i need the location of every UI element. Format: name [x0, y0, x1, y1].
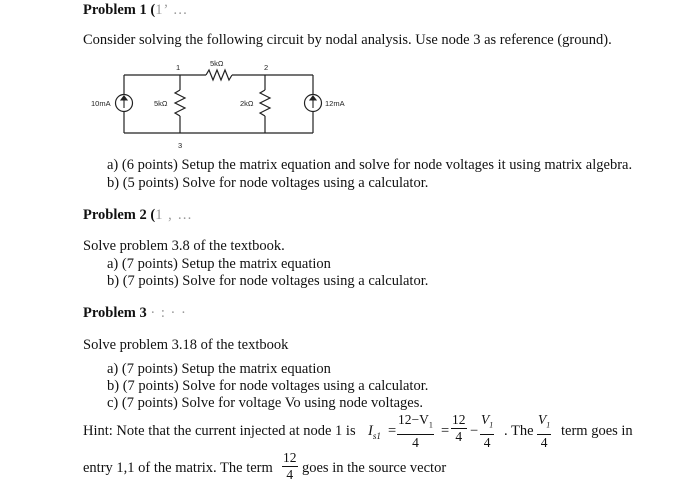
hint-frac3-den: 4	[483, 434, 491, 450]
hint-lhs-sub: s1	[372, 430, 381, 441]
problem2-title	[83, 207, 193, 224]
problem2-item-a: a) (7 points) Setup the matrix equation	[107, 256, 331, 272]
hint-frac4-num-sub: 1	[546, 420, 551, 430]
hint-frac5	[282, 451, 298, 482]
problem3-smudge: · : · ·	[150, 305, 187, 321]
problem1-smudge: 1’ …	[155, 2, 189, 18]
src-right-label: 12mA	[325, 99, 345, 108]
r-left-label: 5kΩ	[154, 99, 168, 108]
node1-label: 1	[176, 63, 181, 72]
source-left-circle	[116, 95, 133, 112]
hint-line2-prefix: entry 1,1 of the matrix. The term	[83, 460, 273, 476]
hint-frac4	[537, 413, 551, 450]
hint-frac1-num-text: 12−V	[398, 412, 429, 427]
hint-suffix: term goes in	[561, 423, 633, 439]
hint-minus: −	[470, 423, 479, 439]
r-left-zigzag	[175, 90, 185, 116]
problem1-item-a: a) (6 points) Setup the matrix equation and solve for node voltages it using matrix algebra.	[107, 157, 633, 173]
r-top-zigzag	[206, 70, 232, 80]
problem1-intro: Consider solving the following circuit by nodal analysis. Use node 3 as reference (ground).	[83, 32, 612, 48]
hint-line2-suffix: goes in the source vector	[302, 460, 447, 476]
hint-lhs-var: I	[368, 423, 373, 439]
problem1-title-text: Problem 1 (	[83, 2, 156, 18]
hint-eq-2: =	[441, 423, 450, 439]
source-right-circle	[305, 95, 322, 112]
hint-frac2	[451, 413, 467, 444]
problem2-title-text: Problem 2 (	[83, 207, 156, 223]
problem3-intro: Solve problem 3.18 of the textbook	[83, 337, 289, 353]
hint-eq-1: =	[388, 423, 397, 439]
hint-lhs	[368, 423, 381, 445]
problem1-title	[83, 2, 188, 19]
problem2-item-b: b) (7 points) Solve for node voltages using a calculator.	[107, 273, 429, 289]
hint-the: . The	[504, 423, 534, 439]
hint-frac2-num: 12	[452, 412, 466, 427]
r-mid-label: 2kΩ	[240, 99, 254, 108]
hint-prefix: Hint: Note that the current injected at node 1 is	[83, 423, 356, 439]
source-right-arrow-head	[310, 96, 316, 100]
hint-frac1-num	[397, 413, 434, 435]
node2-label: 2	[264, 63, 269, 72]
r-mid-zigzag	[260, 90, 270, 116]
hint-frac4-num	[537, 413, 551, 435]
hint-frac5-num: 12	[283, 450, 297, 465]
problem1-item-b: b) (5 points) Solve for node voltages using a calculator.	[107, 175, 429, 191]
hint-frac1-num-sub: 1	[428, 420, 433, 430]
source-left-arrow-head	[121, 96, 127, 100]
hint-frac3-num-sub: 1	[489, 420, 494, 430]
problem2-intro: Solve problem 3.8 of the textbook.	[83, 238, 285, 254]
problem3-title	[83, 305, 187, 322]
problem2-smudge: 1 , …	[155, 207, 193, 223]
hint-frac4-den: 4	[540, 434, 548, 450]
problem3-item-a: a) (7 points) Setup the matrix equation	[107, 361, 331, 377]
hint-frac4-num-text: V	[538, 412, 547, 427]
r-top-label: 5kΩ	[210, 59, 224, 68]
src-left-label: 10mA	[91, 99, 111, 108]
hint-frac2-den: 4	[455, 429, 463, 444]
hint-frac3-num	[480, 413, 494, 435]
hint-frac1	[397, 413, 434, 450]
hint-frac1-den: 4	[412, 434, 419, 450]
node3-label: 3	[178, 141, 183, 150]
hint-frac3	[480, 413, 494, 450]
hint-frac5-den: 4	[286, 467, 294, 482]
hint-frac3-num-text: V	[481, 412, 490, 427]
problem3-item-c: c) (7 points) Solve for voltage Vo using node voltages.	[107, 395, 424, 411]
problem3-item-b: b) (7 points) Solve for node voltages using a calculator.	[107, 378, 429, 394]
problem3-title-text: Problem 3	[83, 305, 147, 321]
